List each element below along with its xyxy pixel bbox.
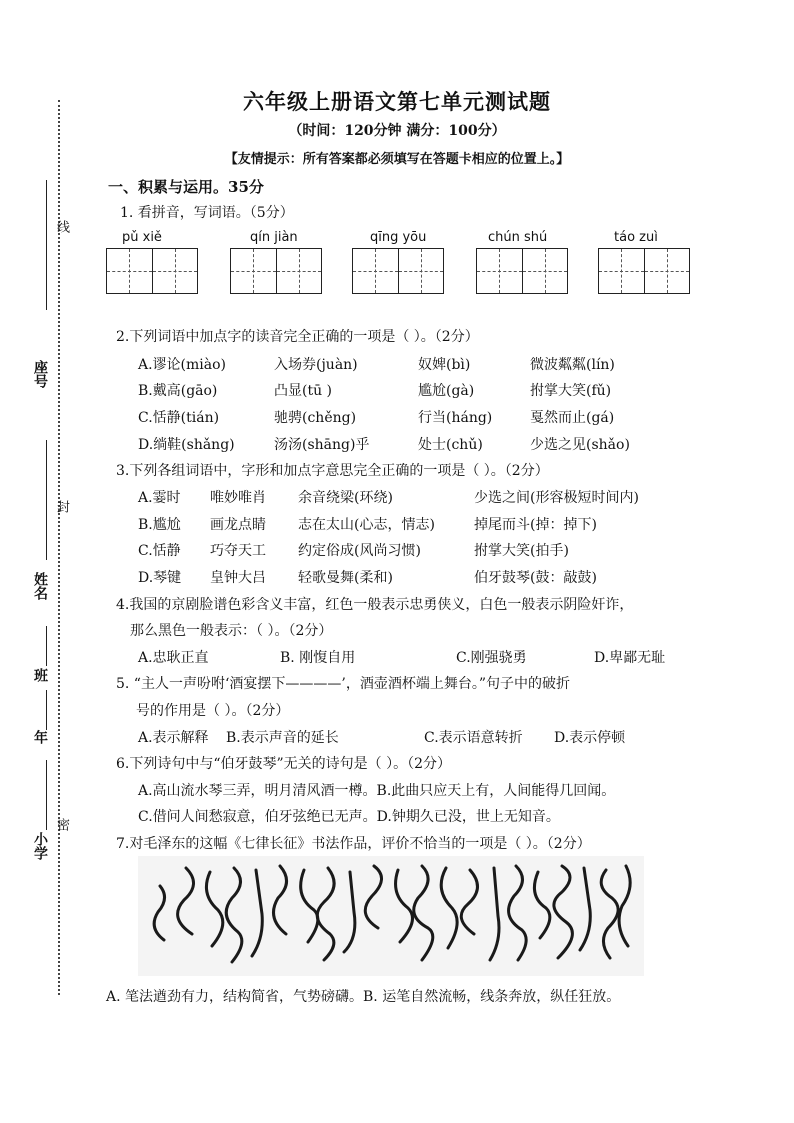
cut-word-secret: 密 <box>54 818 69 831</box>
answer-grid-5[interactable] <box>598 248 690 294</box>
answer-grid-2[interactable] <box>230 248 322 294</box>
q5-option-a: A.表示解释 <box>138 730 209 746</box>
cut-word-seal: 封 <box>54 500 69 513</box>
question-3-stem: 3.下列各组词语中，字形和加点字意思完全正确的一项是（ ）。（2分） <box>116 463 549 479</box>
q2-b-4: 拊掌大笑(fǔ) <box>530 383 612 399</box>
q3-c-3: 约定俗成(风尚习惯) <box>298 543 421 559</box>
q2-d-4: 少选之见(shǎo) <box>530 437 630 453</box>
q2-a-2: 入场券(juàn) <box>274 357 358 373</box>
q2-c-3: 行当(háng) <box>418 410 493 426</box>
q2-c-1: C.恬静(tián) <box>138 410 220 426</box>
grade-line <box>46 690 47 730</box>
q3-d-4: 伯牙鼓琴(鼓：敲鼓) <box>474 570 597 586</box>
q2-d-1: D.绱鞋(shǎng) <box>138 437 235 453</box>
q4-option-b: B. 刚愎自用 <box>280 650 356 666</box>
school-label: 小学 <box>32 832 48 860</box>
q3-b-2: 画龙点睛 <box>210 517 266 533</box>
q3-b-1: B.尴尬 <box>138 517 181 533</box>
q5-option-d: D.表示停顿 <box>554 730 626 746</box>
q2-a-3: 奴婢(bì) <box>418 357 471 373</box>
question-2-stem: 2.下列词语中加点字的读音完全正确的一项是（ ）。（2分） <box>116 329 479 345</box>
q3-a-1: A.霎时 <box>138 490 181 506</box>
q2-c-4: 戛然而止(gá) <box>530 410 615 426</box>
question-7-stem: 7.对毛泽东的这幅《七律长征》书法作品，评价不恰当的一项是（ ）。（2分） <box>116 836 591 852</box>
name-line <box>46 440 47 560</box>
q6-options-cd: C.借问人间愁寂意，伯牙弦绝已无声。D.钟期久已没，世上无知音。 <box>138 809 560 825</box>
question-1-stem: 1. 看拼音，写词语。（5分） <box>120 205 294 221</box>
q3-d-2: 皇钟大吕 <box>210 570 266 586</box>
question-5-stem-line2: 号的作用是（ ）。（2分） <box>136 703 290 719</box>
q3-c-1: C.恬静 <box>138 543 181 559</box>
q7-options-ab: A. 笔法遒劲有力，结构简省，气势磅礴。B. 运笔自然流畅，线条奔放，纵任狂放。 <box>106 989 621 1005</box>
q6-options-ab: A.高山流水琴三弄，明月清风酒一樽。B.此曲只应天上有，人间能得几回闻。 <box>138 783 616 799</box>
q3-a-3: 余音绕梁(环绕) <box>298 490 393 506</box>
grade-label: 年 <box>32 730 48 744</box>
q2-c-2: 驰骋(chěng) <box>274 410 357 426</box>
pinyin-5: táo zuì <box>614 230 658 245</box>
q2-d-2: 汤汤(shāng)乎 <box>274 437 370 453</box>
school-line <box>46 760 47 830</box>
q3-b-4: 掉尾而斗(掉：掉下) <box>474 517 597 533</box>
q2-a-4: 微波粼粼(lín) <box>530 357 615 373</box>
q2-d-3: 处士(chǔ) <box>418 437 483 453</box>
q3-d-3: 轻歌曼舞(柔和) <box>298 570 393 586</box>
class-line <box>46 626 47 666</box>
q2-b-3: 尴尬(gà) <box>418 383 475 399</box>
question-5-stem-line1: 5. “主人一声吩咐‘酒宴摆下————’，酒壶酒杯端上舞台。”句子中的破折 <box>116 676 571 692</box>
q3-a-2: 唯妙唯肖 <box>210 490 266 506</box>
pinyin-4: chún shú <box>488 230 548 245</box>
page-title: 六年级上册语文第七单元测试题 <box>243 89 551 114</box>
q2-a-1: A.谬论(miào) <box>138 357 227 373</box>
q2-b-1: B.戴高(gāo) <box>138 383 218 399</box>
class-label: 班 <box>32 668 48 682</box>
seat-number-line <box>46 180 47 310</box>
cut-word-line: 线 <box>54 220 69 233</box>
q4-option-c: C.刚强骁勇 <box>456 650 527 666</box>
q5-option-b: B.表示声音的延长 <box>226 730 339 746</box>
section-title: 一、积累与运用。35分 <box>108 178 264 196</box>
q3-d-1: D.琴键 <box>138 570 182 586</box>
answer-grid-4[interactable] <box>476 248 568 294</box>
calligraphy-image <box>138 856 644 976</box>
pinyin-2: qín jiàn <box>250 230 298 245</box>
seat-number-label: 座号 <box>32 360 48 388</box>
q4-option-a: A.忠耿正直 <box>138 650 209 666</box>
binding-dotted-line <box>58 100 60 995</box>
answer-grid-1[interactable] <box>106 248 198 294</box>
answer-grid-3[interactable] <box>352 248 444 294</box>
name-label: 姓名 <box>32 572 48 600</box>
q3-a-4: 少选之间(形容极短时间内) <box>474 490 639 506</box>
q5-option-c: C.表示语意转折 <box>424 730 523 746</box>
q3-b-3: 志在太山(心志，情志) <box>298 517 435 533</box>
q3-c-2: 巧夺天工 <box>210 543 266 559</box>
q3-c-4: 拊掌大笑(拍手) <box>474 543 569 559</box>
exam-time-score: （时间：120分钟 满分：100分） <box>288 123 506 139</box>
question-6-stem: 6.下列诗句中与“伯牙鼓琴”无关的诗句是（ ）。（2分） <box>116 756 452 772</box>
friendly-tip: 【友情提示：所有答案都必须填写在答题卡相应的位置上。】 <box>224 152 570 167</box>
pinyin-3: qīng yōu <box>370 230 427 245</box>
question-4-stem-line1: 4.我国的京剧脸谱色彩含义丰富，红色一般表示忠勇侠义，白色一般表示阴险奸诈， <box>116 597 634 613</box>
question-4-stem-line2: 那么黑色一般表示：（ ）。（2分） <box>130 623 333 639</box>
q4-option-d: D.卑鄙无耻 <box>594 650 666 666</box>
pinyin-1: pǔ xiě <box>122 230 162 245</box>
q2-b-2: 凸显(tū ) <box>274 383 333 399</box>
